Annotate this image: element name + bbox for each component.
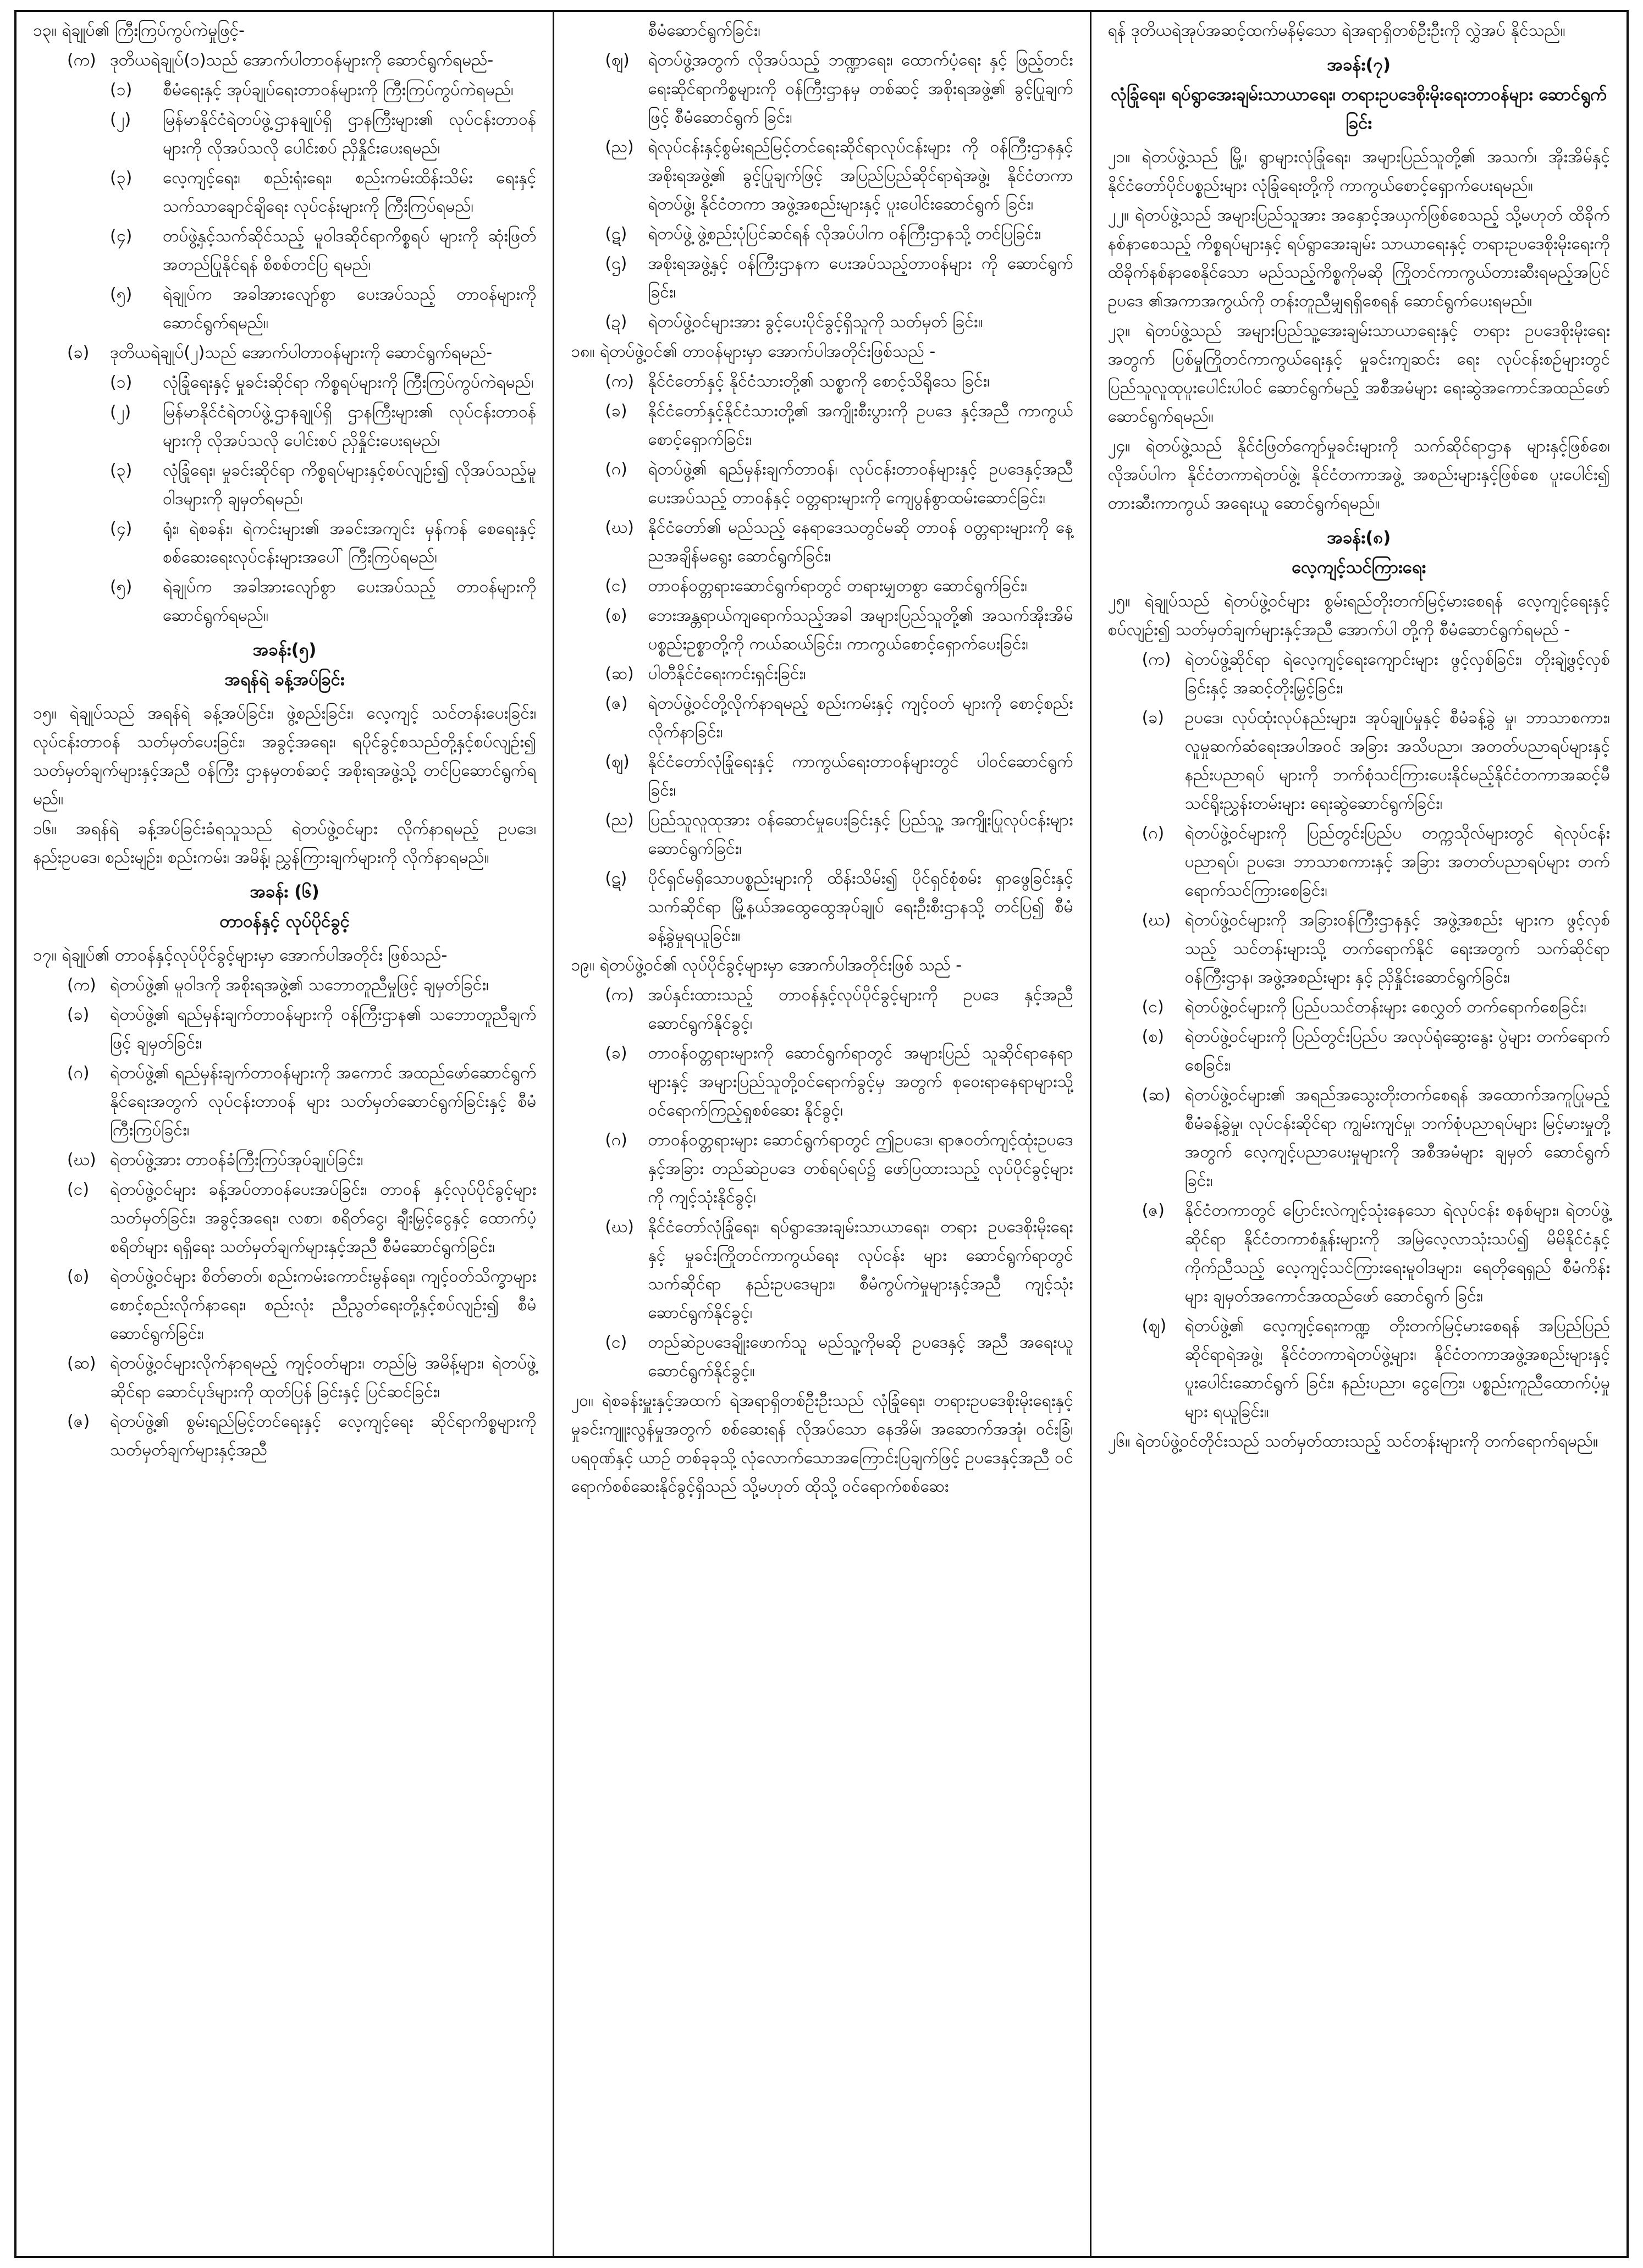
- section-19-kha: [571, 1039, 1073, 1125]
- item-text: ရဲတပ်ဖွဲ့ဝင်များ စိတ်ဓာတ်၊ စည်းကမ်းကောင်းမွန်ရေး၊ ကျင့်ဝတ်သိက္ခာများ စောင့်စည်းလိုက်နာရေး၊ စည်းလုံး ညီညွတ်ရေးတို့နှင့်စပ်လျဉ်း၍ စီမံဆောင်ရွက်ခြင်း၊: [110, 1267, 537, 1343]
- section-26: ၂၆။ ရဲတပ်ဖွဲ့ဝင်တိုင်းသည် သတ်မှတ်ထားသည့် သင်တန်းများကို တက်ရောက်ရမည်။: [1107, 1432, 1598, 1451]
- item-text: ရဲတပ်ဖွဲ့ဝင်များကို ပြည်ပသင်တန်းများ စေလွှတ် တက်ရောက်စေခြင်း၊: [1184, 997, 1587, 1017]
- section-17-dda: [571, 308, 1073, 336]
- item-text: ဒုတိယရဲချုပ်(၁)သည် အောက်ပါတာဝန်များကို ဆောင်ရွက်ရမည်-: [110, 51, 494, 70]
- section-13-kha-4: [33, 515, 536, 572]
- section-25-hsa: [1108, 1081, 1610, 1195]
- item-label: (ခ): [67, 343, 90, 362]
- item-text: ရဲချုပ်က အခါအားလျော်စွာ ပေးအပ်သည့် တာဝန်များကို ဆောင်ရွက်ရမည်။: [163, 285, 537, 333]
- item-label: (ဇ): [1142, 1201, 1165, 1220]
- section-17-sa: [33, 1262, 536, 1348]
- item-label: (က): [605, 372, 635, 391]
- section-17-gha: [33, 1146, 536, 1174]
- section-25-ga: [1108, 819, 1610, 905]
- item-label: (ခ): [1142, 708, 1164, 727]
- item-label: (စ): [1142, 1027, 1164, 1046]
- item-text: လုံခြုံရေးနှင့် မှုခင်းဆိုင်ရာ ကိစ္စရပ်များကို ကြီးကြပ်ကွပ်ကဲရမည်၊: [163, 373, 534, 392]
- item-label: (ဋ): [605, 869, 627, 888]
- item-label: (၅): [110, 577, 133, 597]
- item-label: (ဈ): [1142, 1316, 1167, 1336]
- section-18-nga: [571, 572, 1073, 600]
- item-label: (က): [1142, 650, 1171, 669]
- item-text: စီမံဆောင်ရွက်ခြင်း၊: [648, 21, 760, 40]
- item-text: ရဲတပ်ဖွဲ့ဝင်တို့လိုက်နာရမည့် စည်းကမ်းနှင့် ကျင့်ဝတ် များကို စောင့်စည်းလိုက်နာခြင်း၊: [648, 694, 1073, 742]
- item-label: (က): [67, 975, 96, 995]
- item-text: ရဲတပ်ဖွဲ့ဝင်များ ခန့်အပ်တာဝန်ပေးအပ်ခြင်း၊ တာဝန် နှင့်လုပ်ပိုင်ခွင့်များသတ်မှတ်ခြင်း၊ အခွင့်အရေး၊ လစာ၊ စရိတ်ငွေ၊ ချီးမြှင့်ငွေနှင့် ထောက်ပံ့စရိတ်များ ရရှိရေး သတ်မှတ်ချက်များနှင့်အညီ စီမံဆောင်ရွက်ခြင်း၊: [110, 1180, 537, 1256]
- item-text: ရဲတပ်ဖွဲ့ဝင်များကို ပြည်တွင်းပြည်ပ အလုပ်ရုံဆွေးနွေး ပွဲများ တက်ရောက်စေခြင်း၊: [1184, 1027, 1610, 1075]
- section-20-continued: ရန် ဒုတိယရဲအုပ်အဆင့်ထက်မနိမ့်သော ရဲအရာရှိတစ်ဦးဦးကို လွှဲအပ် နိုင်သည်။: [1107, 21, 1565, 40]
- item-label: (ဆ): [1142, 1085, 1171, 1105]
- chapter-8-heading: အခန်း(၈): [1327, 528, 1391, 548]
- item-text: ရဲတပ်ဖွဲ့၏ လေ့ကျင့်ရေးကဏ္ဍ တိုးတက်မြင့်မားစေရန် အပြည်ပြည်ဆိုင်ရာရဲအဖွဲ့၊ နိုင်ငံတကာရဲတပ်ဖွဲ့များ၊ နိုင်ငံတကာအဖွဲ့အစည်းများနှင့် ပူးပေါင်းဆောင်ရွက် ခြင်း၊ နည်းပညာ၊ ငွေကြေး၊ ပစ္စည်းကူညီထောက်ပံ့မှုများ ရယူခြင်း။: [1184, 1316, 1610, 1421]
- item-text: ရဲတပ်ဖွဲ့၏ စွမ်းရည်မြင့်တင်ရေးနှင့် လေ့ကျင့်ရေး ဆိုင်ရာကိစ္စများကို သတ်မှတ်ချက်များနှင့်အညီ: [110, 1412, 537, 1460]
- item-text: ရဲချုပ်က အခါအားလျော်စွာ ပေးအပ်သည့် တာဝန်များကို ဆောင်ရွက်ရမည်။: [163, 577, 537, 625]
- section-18-nya: [571, 806, 1073, 863]
- item-label: (၃): [110, 168, 133, 187]
- item-label: (ဂ): [605, 1130, 627, 1150]
- item-text: နိုင်ငံတော်နှင့် နိုင်ငံသားတို့၏ သစ္စာကို စောင့်သိရိုသေ ခြင်း၊: [648, 372, 990, 391]
- section-17-tta: [571, 220, 1073, 249]
- column-3: [1090, 12, 1627, 2256]
- item-text: အစိုးရအဖွဲ့နှင့် ဝန်ကြီးဌာနက ပေးအပ်သည့်တာဝန်များ ကို ဆောင်ရွက်ခြင်း၊: [648, 254, 1073, 302]
- item-text: နိုင်ငံတကာတွင် ပြောင်းလဲကျင့်သုံးနေသော ရဲလုပ်ငန်း စနစ်များ၊ ရဲတပ်ဖွဲ့ဆိုင်ရာ နိုင်ငံတကာစံနှုန်းများကို အမြဲလေ့လာသုံးသပ်၍ မိမိနိုင်ငံနှင့် ကိုက်ညီသည့် လေ့ကျင့်သင်ကြားရေးမူဝါဒများ၊ ရေတိုရေရှည် စီမံကိန်းများ ချမှတ်အကောင်အထည်ဖော် ဆောင်ရွက် ခြင်း၊: [1184, 1201, 1610, 1306]
- item-label: (ဂ): [67, 1063, 90, 1083]
- item-text: ရဲတပ်ဖွဲ့ဝင်များကို ပြည်တွင်းပြည်ပ တက္ကသိုလ်များတွင် ရဲလုပ်ငန်းပညာရပ်၊ ဥပဒေ၊ ဘာသာစကားနှင့် အခြား အတတ်ပညာရပ်များ တက်ရောက်သင်ကြားစေခြင်း၊: [1184, 824, 1610, 900]
- section-13-ka-2: [33, 106, 536, 163]
- section-18-ga: [571, 455, 1073, 512]
- item-label: (၃): [110, 461, 133, 480]
- section-25-nga: [1108, 993, 1610, 1022]
- item-text: မြန်မာနိုင်ငံရဲတပ်ဖွဲ့ဌာနချုပ်ရှိ ဌာနကြီးများ၏ လုပ်ငန်းတာဝန်များကို လိုအပ်သလို ပေါင်းစပ် ညှိနှိုင်းပေးရမည်၊: [163, 402, 537, 450]
- section-18-zha: [571, 748, 1073, 805]
- chapter-7-heading: အခန်း(၇): [1327, 55, 1391, 75]
- chapter-7-title: လုံခြုံရေး၊ ရပ်ရွာအေးချမ်းသာယာရေး၊ တရားဥပဒေစိုးမိုးရေးတာဝန်များ ဆောင်ရွက်ခြင်း: [1111, 85, 1607, 133]
- item-text: ရဲတပ်ဖွဲ့ဝင်များကို အခြားဝန်ကြီးဌာနနှင့် အဖွဲ့အစည်း များက ဖွင့်လှစ်သည့် သင်တန်းများသို့ တက်ရောက်နိုင် ရေးအတွက် သက်ဆိုင်ရာဝန်ကြီးဌာန၊ အဖွဲ့အစည်းများ နှင့် ညှိနှိုင်းဆောင်ရွက်ခြင်း၊: [1184, 910, 1610, 987]
- item-text: ရဲတပ်ဖွဲ့၏ ရည်မှန်းချက်တာဝန်များကို အကောင် အထည်ဖော်ဆောင်ရွက်နိုင်ရေးအတွက် လုပ်ငန်းတာဝန် များ သတ်မှတ်ဆောင်ရွက်ခြင်းနှင့် စီမံကြီးကြပ်ခြင်း၊: [110, 1063, 537, 1140]
- section-15: ၁၅။ ရဲချုပ်သည် အရန်ရဲ ခန့်အပ်ခြင်း၊ ဖွဲ့စည်းခြင်း၊ လေ့ကျင့် သင်တန်းပေးခြင်း၊ လုပ်ငန်းတာဝန် သတ်မှတ်ပေးခြင်း၊ အခွင့်အရေး၊ ရပိုင်ခွင့်စသည်တို့နှင့်စပ်လျဉ်း၍ သတ်မှတ်ချက်များနှင့်အညီ ဝန်ကြီး ဌာနမှတစ်ဆင့် အစိုးရအဖွဲ့သို့ တင်ပြဆောင်ရွက်ရမည်။: [33, 704, 537, 809]
- item-text: ရဲတပ်ဖွဲ့အား တာဝန်ခံကြီးကြပ်အုပ်ချုပ်ခြင်း၊: [110, 1150, 363, 1169]
- item-text: ရဲတပ်ဖွဲ့၏ ရည်မှန်းချက်တာဝန်များကို ဝန်ကြီးဌာန၏ သဘောတူညီချက်ဖြင့် ချမှတ်ခြင်း၊: [110, 1005, 537, 1053]
- item-text: ဘေးအန္တရာယ်ကျရောက်သည့်အခါ အများပြည်သူတို့၏ အသက်အိုးအိမ်ပစ္စည်းဥစ္စာတို့ကို ကယ်ဆယ်ခြင်း၊ ကာကွယ်စောင့်ရှောက်ပေးခြင်း၊: [648, 606, 1073, 654]
- section-18-sa: [571, 602, 1073, 659]
- section-13-ka-5: [33, 280, 536, 338]
- section-13-kha-5: [33, 573, 536, 630]
- item-label: (ဃ): [605, 518, 635, 537]
- item-label: (ဆ): [605, 664, 634, 683]
- item-text: ဒုတိယရဲချုပ်(၂)သည် အောက်ပါတာဝန်များကို ဆောင်ရွက်ရမည်-: [110, 343, 493, 362]
- item-text: စီမံရေးနှင့် အုပ်ချုပ်ရေးတာဝန်များကို ကြီးကြပ်ကွပ်ကဲရမည်၊: [163, 80, 514, 100]
- item-text: ရုံး၊ ရဲစခန်း၊ ရဲကင်းများ၏ အခင်းအကျင်း မှန်ကန် စေရေးနှင့် စစ်ဆေးရေးလုပ်ငန်းများအပေါ် ကြီးကြပ်ရမည်၊: [163, 519, 537, 567]
- chapter-5-heading: အခန်း(၅): [252, 640, 317, 660]
- section-19: ၁၉။ ရဲတပ်ဖွဲ့ဝင်၏ လုပ်ပိုင်ခွင့်များမှာ အောက်ပါအတိုင်းဖြစ် သည် -: [571, 956, 962, 975]
- item-label: (ည): [605, 810, 634, 830]
- section-13-ka-3: [33, 164, 536, 221]
- section-25-ka: [1108, 645, 1610, 703]
- gazette-page: [14, 10, 1629, 2258]
- section-13-ka-1: [33, 76, 536, 104]
- item-text: ရဲတပ်ဖွဲ့ဝင်များ၏ အရည်အသွေးတိုးတက်စေရန် အထောက်အကူပြုမည့် စီမံခန့်ခွဲမှု၊ လုပ်ငန်းဆိုင်ရာ ကျွမ်းကျင်မှု၊ ဘက်စုံပညာရပ်များ မြင့်မားမှုတို့အတွက် လေ့ကျင့်ပညာပေးမှုများကို အစီအမံများ ချမှတ် ဆောင်ရွက်ခြင်း၊: [1184, 1085, 1610, 1190]
- item-label: (ခ): [67, 1005, 90, 1024]
- item-text: ဥပဒေ၊ လုပ်ထုံးလုပ်နည်းများ၊ အုပ်ချုပ်မှုနှင့် စီမံခန့်ခွဲ မှု၊ ဘာသာစကား၊ လူမှုဆက်ဆံရေးအပါအဝင် အခြား အသိပညာ၊ အတတ်ပညာရပ်များနှင့် နည်းပညာရပ် များကို ဘက်စုံသင်ကြားပေးနိုင်မည့်နိုင်ငံတကာအဆင့်မီ သင်ရိုးညွှန်းတမ်းများ ရေးဆွဲဆောင်ရွက်ခြင်း၊: [1184, 708, 1610, 813]
- section-18-ka: [571, 367, 1073, 396]
- section-25-gha: [1108, 906, 1610, 992]
- item-text: လေ့ကျင့်ရေး၊ စည်းရုံးရေး၊ စည်းကမ်းထိန်းသိမ်း ရေးနှင့် သက်သာချောင်ချိရေး လုပ်ငန်းများကို ကြီးကြပ်ရမည်၊: [163, 168, 537, 216]
- item-text: ပြည်သူလူထုအား ဝန်ဆောင်မှုပေးခြင်းနှင့် ပြည်သူ့ အကျိုးပြုလုပ်ငန်းများ ဆောင်ရွက်ခြင်း၊: [648, 810, 1073, 858]
- item-text: ရဲတပ်ဖွဲ့ဝင်များလိုက်နာရမည့် ကျင့်ဝတ်များ၊ တည်မြဲ အမိန့်များ၊ ရဲတပ်ဖွဲ့ဆိုင်ရာ ဆောင်ပုဒ်များကို ထုတ်ပြန် ခြင်းနှင့် ပြင်ဆင်ခြင်း၊: [110, 1354, 537, 1401]
- item-label: (ဆ): [67, 1354, 96, 1373]
- item-label: (ဌ): [605, 254, 627, 273]
- item-label: (၄): [110, 227, 133, 246]
- section-19-gha: [571, 1213, 1073, 1327]
- section-25-sa: [1108, 1023, 1610, 1080]
- item-label: (ခ): [605, 1044, 627, 1063]
- item-label: (၁): [110, 373, 133, 392]
- item-text: နိုင်ငံတော်လုံခြုံရေး၊ ရပ်ရွာအေးချမ်းသာယာရေး၊ တရား ဥပဒေစိုးမိုးရေးနှင့် မှုခင်းကြိုတင်ကာကွယ်ရေး လုပ်ငန်း များ ဆောင်ရွက်ရာတွင် သက်ဆိုင်ရာ နည်းဥပဒေများ၊ စီမံကွပ်ကဲမှုများနှင့်အညီ ကျင့်သုံးဆောင်ရွက်နိုင်ခွင့်၊: [648, 1217, 1073, 1322]
- section-18: ၁၈။ ရဲတပ်ဖွဲ့ဝင်၏ တာဝန်များမှာ အောက်ပါအတိုင်းဖြစ်သည် -: [571, 342, 936, 361]
- item-label: (ဃ): [605, 1217, 635, 1237]
- item-text: တာဝန်ဝတ္တရားဆောင်ရွက်ရာတွင် တရားမျှတစွာ ဆောင်ရွက်ခြင်း၊: [648, 576, 1028, 595]
- item-label: (င): [605, 1333, 627, 1352]
- item-label: (ည): [605, 137, 634, 157]
- section-19-ka: [571, 981, 1073, 1038]
- section-17-nya: [571, 133, 1073, 219]
- item-label: (၄): [110, 519, 133, 538]
- item-text: ရဲတပ်ဖွဲ့၏ မူဝါဒကို အစိုးရအဖွဲ့၏ သဘောတူညီမှုဖြင့် ချမှတ်ခြင်း၊: [110, 975, 489, 995]
- item-label: (ဍ): [605, 312, 627, 332]
- item-text: ပိုင်ရှင်မရှိသောပစ္စည်းများကို ထိန်းသိမ်း၍ ပိုင်ရှင်စုံစမ်း ရှာဖွေခြင်းနှင့် သက်ဆိုင်ရာ မြို့နယ်အထွေထွေအုပ်ချုပ် ရေးဦးစီးဌာနသို့ တင်ပြ၍ စီမံခန့်ခွဲမှုရယူခြင်း။: [648, 869, 1073, 945]
- item-text: တည်ဆဲဥပဒေချိုးဖောက်သူ မည်သူ့ကိုမဆို ဥပဒေနှင့် အညီ အရေးယူဆောင်ရွက်နိုင်ခွင့်။: [648, 1333, 1073, 1381]
- chapter-5-title: အရန်ရဲ ခန့်အပ်ခြင်း: [224, 670, 345, 689]
- item-text: နိုင်ငံတော်လုံခြုံရေးနှင့် ကာကွယ်ရေးတာဝန်များတွင် ပါဝင်ဆောင်ရွက်ခြင်း၊: [648, 752, 1073, 800]
- item-text: ရဲတပ်ဖွဲ့အတွက် လိုအပ်သည့် ဘဏ္ဍာရေး၊ ထောက်ပံ့ရေး နှင့် ဖြည့်တင်းရေးဆိုင်ရာကိစ္စများကို ဝန်ကြီးဌာနမှ တစ်ဆင့် အစိုးရအဖွဲ့၏ ခွင့်ပြုချက်ဖြင့် စီမံဆောင်ရွက် ခြင်း၊: [648, 51, 1073, 127]
- item-label: (ဇ): [67, 1412, 90, 1431]
- item-label: (ဃ): [67, 1150, 96, 1169]
- section-13-kha-1: [33, 368, 536, 397]
- section-25-za: [1108, 1196, 1610, 1311]
- section-19-nga: [571, 1328, 1073, 1386]
- section-17-zha: [571, 46, 1073, 132]
- item-text: လုံခြုံရေး၊ မှုခင်းဆိုင်ရာ ကိစ္စရပ်များနှင့်စပ်လျဉ်း၍ လိုအပ်သည့်မူဝါဒများကို ချမှတ်ရမည်၊: [163, 461, 537, 509]
- section-13-ka-4: [33, 222, 536, 279]
- item-text: ပါတီနိုင်ငံရေးကင်းရှင်းခြင်း၊: [648, 664, 806, 683]
- item-text: နိုင်ငံတော်၏ မည်သည့် နေရာဒေသတွင်မဆို တာဝန် ဝတ္တရားများကို နေ့ညအချိန်မရွေး ဆောင်ရွက်ခြင်း၊: [648, 518, 1073, 566]
- item-text: အပ်နှင်းထားသည့် တာဝန်နှင့်လုပ်ပိုင်ခွင့်များကို ဥပဒေ နှင့်အညီ ဆောင်ရွက်နိုင်ခွင့်၊: [648, 985, 1073, 1033]
- item-label: (၁): [110, 80, 133, 100]
- item-label: (ဂ): [605, 460, 627, 479]
- item-label: (၅): [110, 285, 133, 304]
- section-13: ၁၃။ ရဲချုပ်၏ ကြီးကြပ်ကွပ်ကဲမှုဖြင့်-: [33, 21, 245, 40]
- item-label: (ဂ): [1142, 824, 1165, 843]
- section-17-kha: [33, 1001, 536, 1058]
- item-label: (ခ): [605, 401, 627, 421]
- section-25-zha: [1108, 1312, 1610, 1426]
- item-label: (က): [605, 985, 635, 1005]
- section-17-ka: [33, 971, 536, 1000]
- item-label: (င): [67, 1180, 90, 1199]
- section-18-hsa: [571, 660, 1073, 688]
- section-13-kha-3: [33, 456, 536, 514]
- item-label: (၂): [110, 110, 131, 129]
- column-1: [16, 12, 553, 2256]
- section-17: ၁၇။ ရဲချုပ်၏ တာဝန်နှင့်လုပ်ပိုင်ခွင့်များမှာ အောက်ပါအတိုင်း ဖြစ်သည်-: [33, 946, 448, 965]
- item-label: (ဃ): [1142, 910, 1171, 930]
- item-text: မြန်မာနိုင်ငံရဲတပ်ဖွဲ့ဌာနချုပ်ရှိ ဌာနကြီးများ၏ လုပ်ငန်းတာဝန်များကို လိုအပ်သလို ပေါင်းစပ် ညှိနှိုင်းပေးရမည်၊: [163, 110, 537, 158]
- section-13-kha-2: [33, 398, 536, 455]
- section-20: ၂၀။ ရဲစခန်းမှူးနှင့်အထက် ရဲအရာရှိတစ်ဦးဦးသည် လုံခြုံရေး၊ တရားဥပဒေစိုးမိုးရေးနှင့် မှုခင်းကျူးလွန်မှုအတွက် စစ်ဆေးရန် လိုအပ်သော နေအိမ်၊ အဆောက်အအုံ၊ ဝင်းခြံ၊ ပရဝုဏ်နှင့် ယာဉ် တစ်ခုခုသို့ လုံလောက်သောအကြောင်းပြချက်ဖြင့် ဥပဒေနှင့်အညီ ဝင်ရောက်စစ်ဆေးနိုင်ခွင့်ရှိသည် သို့မဟုတ် ထိုသို့ ဝင်ရောက်စစ်ဆေး: [571, 1391, 1073, 1496]
- item-label: (ဈ): [605, 752, 630, 771]
- chapter-8-title: လေ့ကျင့်သင်ကြားရေး: [1292, 558, 1426, 577]
- item-text: ရဲတပ်ဖွဲ့ဝင်များအား ခွင့်ပေးပိုင်ခွင့်ရှိသူကို သတ်မှတ် ခြင်း။: [648, 312, 983, 332]
- item-label: (ဈ): [605, 51, 630, 70]
- section-25: ၂၅။ ရဲချုပ်သည် ရဲတပ်ဖွဲ့ဝင်များ စွမ်းရည်တိုးတက်မြင့်မားစေရန် လေ့ကျင့်ရေးနှင့်စပ်လျဉ်း၍ သတ်မှတ်ချက်များနှင့်အညီ အောက်ပါ တို့ကို စီမံဆောင်ရွက်ရမည် -: [1107, 592, 1610, 639]
- section-22: ၂၂။ ရဲတပ်ဖွဲ့သည် အများပြည်သူအား အနှောင့်အယှက်ဖြစ်စေသည့် သို့မဟုတ် ထိခိုက်နစ်နာစေသည့် ကိစ္စရပ်များနှင့် ရပ်ရွာအေးချမ်း သာယာရေးနှင့် တရားဥပဒေစိုးမိုးရေးကို ထိခိုက်နစ်နာစေနိုင်သော မည်သည့်ကိစ္စကိုမဆို ကြိုတင်ကာကွယ်တားဆီးရမည့်အပြင် ဥပဒေ ၏အကာအကွယ်ကို တန်းတူညီမျှရရှိစေရန် ဆောင်ရွက်ပေးရမည်။: [1107, 206, 1610, 311]
- item-label: (ဋ): [605, 224, 627, 244]
- column-2: [553, 12, 1089, 2256]
- item-label: (င): [605, 576, 627, 595]
- section-13-ka: [33, 46, 536, 75]
- chapter-6-title: တာဝန်နှင့် လုပ်ပိုင်ခွင့်: [219, 912, 350, 931]
- section-17-nga: [33, 1176, 536, 1261]
- section-16: ၁၆။ အရန်ရဲ ခန့်အပ်ခြင်းခံရသူသည် ရဲတပ်ဖွဲ့ဝင်များ လိုက်နာရမည့် ဥပဒေ၊ နည်းဥပဒေ၊ စည်းမျဉ်း၊ စည်းကမ်း၊ အမိန့်၊ ညွှန်ကြားချက်များကို လိုက်နာရမည်။: [33, 819, 537, 867]
- item-text: ရဲတပ်ဖွဲ့၏ ရည်မှန်းချက်တာဝန်၊ လုပ်ငန်းတာဝန်များနှင့် ဥပဒေနှင့်အညီ ပေးအပ်သည့် တာဝန်နှင့် ဝတ္တရားများကို ကျေပွန်စွာထမ်းဆောင်ခြင်း၊: [648, 460, 1073, 507]
- section-18-za: [571, 689, 1073, 747]
- section-24: ၂၄။ ရဲတပ်ဖွဲ့သည် နိုင်ငံဖြတ်ကျော်မှုခင်းများကို သက်ဆိုင်ရာဌာန များနှင့်ဖြစ်စေ၊ လိုအပ်ပါက နိုင်ငံတကာရဲတပ်ဖွဲ့၊ နိုင်ငံတကာအဖွဲ့ အစည်းများနှင့်ဖြစ်စေ ပူးပေါင်း၍ တားဆီးကာကွယ် အရေးယူ ဆောင်ရွက်ရမည်။: [1107, 437, 1610, 513]
- section-17-za-continued: [571, 16, 1073, 45]
- section-23: ၂၃။ ရဲတပ်ဖွဲ့သည် အများပြည်သူ့အေးချမ်းသာယာရေးနှင့် တရား ဥပဒေစိုးမိုးရေးအတွက် ပြစ်မှုကြိုတင်ကာကွယ်ရေးနှင့် မှုခင်းကျဆင်း ရေး လုပ်ငန်းစဉ်များတွင် ပြည်သူလူထုပူးပေါင်းပါဝင် ဆောင်ရွက်မည့် အစီအမံများ ရေးဆွဲအကောင်အထည်ဖော် ဆောင်ရွက်ရမည်။: [1107, 321, 1610, 426]
- section-13-kha: [33, 339, 536, 367]
- section-17-ga: [33, 1059, 536, 1145]
- item-text: ရဲတပ်ဖွဲ့ ဖွဲ့စည်းပုံပြင်ဆင်ရန် လိုအပ်ပါက ဝန်ကြီးဌာနသို့ တင်ပြခြင်း၊: [648, 224, 1041, 244]
- item-text: နိုင်ငံတော်နှင့်နိုင်ငံသားတို့၏ အကျိုးစီးပွားကို ဥပဒေ နှင့်အညီ ကာကွယ်စောင့်ရှောက်ခြင်း၊: [648, 401, 1073, 449]
- chapter-6-heading: အခန်း (၆): [250, 882, 319, 902]
- item-label: (ဇ): [605, 694, 628, 713]
- item-text: တာဝန်ဝတ္တရားများ ဆောင်ရွက်ရာတွင် ဤဥပဒေ၊ ရာဇဝတ်ကျင့်ထုံးဥပဒေနှင့်အခြား တည်ဆဲဥပဒေ တစ်ရပ်ရပ်၌ ဖော်ပြထားသည့် လုပ်ပိုင်ခွင့်များကို ကျင့်သုံးနိုင်ခွင့်၊: [648, 1130, 1073, 1207]
- item-label: (စ): [67, 1267, 90, 1286]
- section-18-gha: [571, 514, 1073, 571]
- section-21: ၂၁။ ရဲတပ်ဖွဲ့သည် မြို့၊ ရွာများလုံခြုံရေး၊ အများပြည်သူတို့၏ အသက်၊ အိုးအိမ်နှင့် နိုင်ငံတော်ပိုင်ပစ္စည်းများ လုံခြုံရေးတို့ကို ကာကွယ်စောင့်ရှောက်ပေးရမည်။: [1107, 147, 1610, 195]
- item-label: (၂): [110, 402, 131, 422]
- section-18-kha: [571, 397, 1073, 454]
- item-label: (က): [67, 51, 96, 70]
- section-17-ttha: [571, 250, 1073, 307]
- item-text: တပ်ဖွဲ့နှင့်သက်ဆိုင်သည့် မူဝါဒဆိုင်ရာကိစ္စရပ် များကို ဆုံးဖြတ်အတည်ပြုနိုင်ရန် စိစစ်တင်ပြ ရမည်၊: [163, 227, 537, 274]
- section-18-tta: [571, 864, 1073, 950]
- item-text: တာဝန်ဝတ္တရားများကို ဆောင်ရွက်ရာတွင် အများပြည် သူဆိုင်ရာနေရာများနှင့် အများပြည်သူတို့ဝင်ရောက်ခွင့်မှ အတွက် စုဝေးရာနေရာများသို့ဝင်ရောက်ကြည့်ရှုစစ်ဆေး နိုင်ခွင့်၊: [648, 1044, 1073, 1120]
- item-label: (စ): [605, 606, 627, 625]
- section-25-kha: [1108, 704, 1610, 818]
- section-17-hsa: [33, 1349, 536, 1406]
- item-text: ရဲလုပ်ငန်းနှင့်စွမ်းရည်မြင့်တင်ရေးဆိုင်ရာလုပ်ငန်းများ ကို ဝန်ကြီးဌာနနှင့်အစိုးရအဖွဲ့၏ ခွင့်ပြုချက်ဖြင့် အပြည်ပြည်ဆိုင်ရာရဲအဖွဲ့၊ နိုင်ငံတကာရဲတပ်ဖွဲ့၊ နိုင်ငံတကာ အဖွဲ့အစည်းများနှင့် ပူးပေါင်းဆောင်ရွက် ခြင်း၊: [648, 137, 1073, 214]
- section-19-ga: [571, 1126, 1073, 1212]
- item-text: ရဲတပ်ဖွဲ့ဆိုင်ရာ ရဲလေ့ကျင့်ရေးကျောင်းများ ဖွင့်လှစ်ခြင်း၊ တိုးချဲ့ဖွင့်လှစ်ခြင်းနှင့် အဆင့်တိုးမြှင့်ခြင်း၊: [1184, 650, 1610, 698]
- item-label: (င): [1142, 997, 1164, 1017]
- section-17-za: [33, 1408, 536, 1465]
